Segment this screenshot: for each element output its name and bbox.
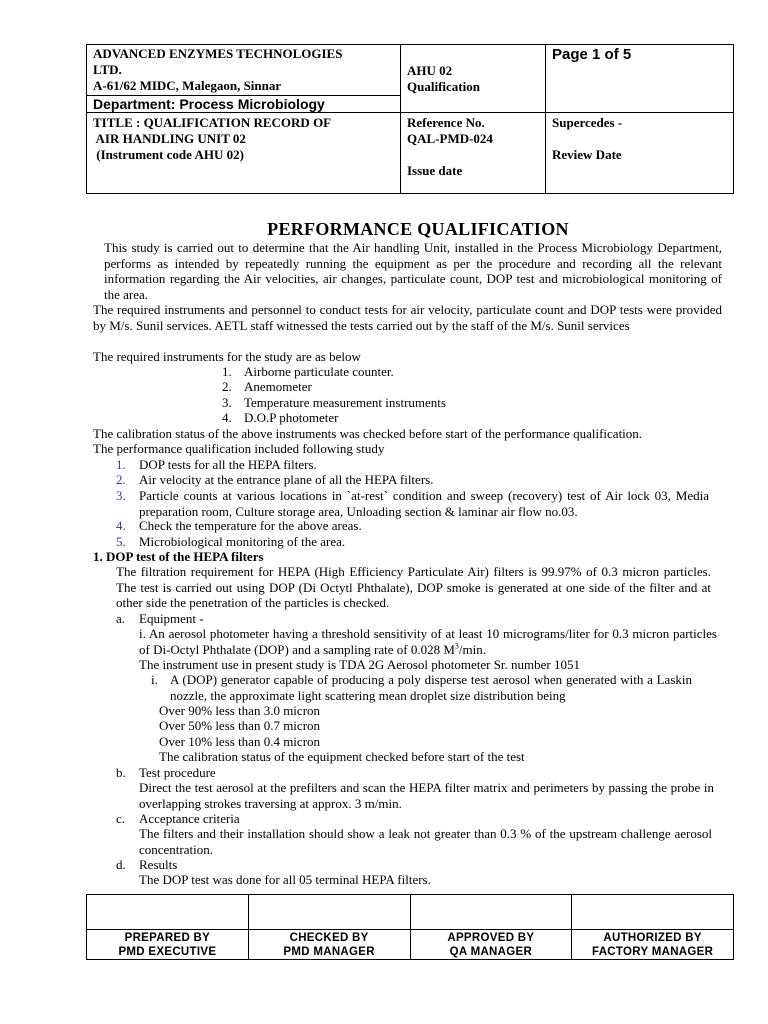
instrument-num: 4.	[222, 410, 232, 425]
checked-by-label: CHECKED BY	[289, 931, 369, 944]
results-text: The DOP test was done for all 05 terminal HEPA filters.	[139, 872, 431, 887]
cubic-superscript: 3	[454, 641, 459, 651]
instrument-item: Airborne particulate counter.	[244, 364, 394, 379]
procedure-text: Direct the test aerosol at the prefilters and scan the HEPA filter matrix and perimeters by passing the probe in overlapping strokes traversing at approx. 3 m/min.	[139, 780, 714, 811]
equipment-item-i	[139, 626, 717, 657]
issue-date-label: Issue date	[407, 163, 463, 178]
signature-table	[86, 894, 734, 960]
study-intro: The performance qualification included following study	[93, 441, 385, 456]
study-num: 2.	[116, 472, 126, 487]
company-address: A-61/62 MIDC, Malegaon, Sinnar	[93, 78, 282, 93]
instrument-num: 2.	[222, 379, 232, 394]
approved-by-label: APPROVED BY	[447, 931, 535, 944]
droplet-size-item: Over 10% less than 0.4 micron	[159, 734, 321, 749]
dop-paragraph: The filtration requirement for HEPA (High Efficiency Particulate Air) filters is 99.97% of 0.3 micron particles. The test is carried out using DOP (Di Octytl Phthalate), DOP smoke is generated at one side of the filter and at other side the penetration of the particles is checked.	[116, 564, 711, 610]
title-line3: (Instrument code AHU 02)	[93, 147, 244, 162]
checked-by-position: PMD MANAGER	[283, 945, 375, 958]
department-label: Department: Process Microbiology	[93, 96, 325, 112]
reference-label: Reference No.	[407, 115, 485, 130]
intro-paragraph: This study is carried out to determine that the Air handling Unit, installed in the Process Microbiology Department, performs as intended by repeatedly running the equipment as per the procedure and recording all the relevant information regarding the Air velocities, air changes, particulate count, DOP test and microbiological monitoring of the area.	[104, 240, 722, 302]
page-number: Page 1 of 5	[552, 46, 632, 63]
instrument-item: Temperature measurement instruments	[244, 395, 446, 410]
instrument-item: Anemometer	[244, 379, 312, 394]
equipment-item-i-text: i. An aerosol photometer having a threshold sensitivity of at least 10 micrograms/liter for 0.3 micron particles of Di-Octyl Phthalate (DOP) and a sampling rate of 0.028 M	[139, 626, 717, 657]
study-item: Microbiological monitoring of the area.	[139, 534, 346, 549]
approved-signature-cell	[410, 895, 572, 930]
approved-by-cell	[410, 930, 572, 960]
section-title: PERFORMANCE QUALIFICATION	[267, 219, 569, 239]
acceptance-label: c.	[116, 811, 126, 826]
personnel-paragraph: The required instruments and personnel to conduct tests for air velocity, particulate count and DOP tests were provided by M/s. Sunil services. AETL staff witnessed the tests carried out by the staff of the M/s. Sunil services	[93, 302, 722, 333]
study-num: 1.	[116, 457, 126, 472]
equipment-title: Equipment -	[139, 611, 204, 626]
instruments-intro: The required instruments for the study are as below	[93, 349, 361, 364]
generator-text: A (DOP) generator capable of producing a poly disperse test aerosol when generated with a Laskin nozzle, the approximate light scattering mean droplet size distribution being	[170, 672, 692, 703]
dop-heading: 1. DOP test of the HEPA filters	[93, 549, 264, 564]
company-name-line1: ADVANCED ENZYMES TECHNOLOGIES	[93, 46, 343, 61]
results-title: Results	[139, 857, 178, 872]
checked-signature-cell	[248, 895, 410, 930]
study-num: 4.	[116, 518, 126, 533]
reference-number: QAL-PMD-024	[407, 131, 493, 146]
company-cell	[87, 45, 401, 113]
study-item: Check the temperature for the above areas.	[139, 518, 362, 533]
acceptance-title: Acceptance criteria	[139, 811, 240, 826]
equipment-item-i-unit: /min.	[458, 641, 486, 657]
checked-by-cell	[248, 930, 410, 960]
instrument-num: 3.	[222, 395, 232, 410]
study-num: 3.	[116, 488, 126, 503]
authorized-by-position: FACTORY MANAGER	[592, 945, 714, 958]
reference-cell	[401, 113, 546, 194]
study-item: DOP tests for all the HEPA filters.	[139, 457, 317, 472]
prepared-by-cell	[87, 930, 249, 960]
prepared-by-position: PMD EXECUTIVE	[118, 945, 217, 958]
instrument-used: The instrument use in present study is TDA 2G Aerosol photometer Sr. number 1051	[139, 657, 580, 672]
droplet-size-item: Over 50% less than 0.7 micron	[159, 718, 321, 733]
document-header-table	[86, 44, 734, 194]
results-label: d.	[116, 857, 126, 872]
equipment-calibration: The calibration status of the equipment checked before start of the test	[159, 749, 525, 764]
supercedes-label: Supercedes -	[552, 115, 623, 130]
study-num: 5.	[116, 534, 126, 549]
instrument-item: D.O.P photometer	[244, 410, 339, 425]
authorized-by-cell	[572, 930, 734, 960]
authorized-signature-cell	[572, 895, 734, 930]
prepared-by-label: PREPARED BY	[124, 931, 211, 944]
approved-by-position: QA MANAGER	[449, 945, 533, 958]
equipment-label: a.	[116, 611, 126, 626]
review-date-label: Review Date	[552, 147, 622, 162]
acceptance-text: The filters and their installation should show a leak not greater than 0.3 % of the upstream challenge aerosol concentration.	[139, 826, 712, 857]
title-line2: AIR HANDLING UNIT 02	[93, 131, 246, 146]
calibration-statement: The calibration status of the above instruments was checked before start of the performance qualification.	[93, 426, 643, 441]
document-code: AHU 02	[407, 63, 453, 78]
generator-num: i.	[151, 672, 158, 687]
procedure-title: Test procedure	[139, 765, 216, 780]
study-item: Particle counts at various locations in `at-rest` condition and sweep (recovery) test of Air lock 03, Media preparation room, Culture storage area, Unloading section & laminar air flow no.03.	[139, 488, 709, 519]
procedure-label: b.	[116, 765, 126, 780]
authorized-by-label: AUTHORIZED BY	[603, 931, 702, 944]
title-line1: TITLE : QUALIFICATION RECORD OF	[93, 115, 332, 130]
document-type: Qualification	[407, 79, 480, 94]
page-number-cell	[546, 45, 734, 113]
instrument-num: 1.	[222, 364, 232, 379]
title-cell	[87, 113, 401, 194]
company-name-line2: LTD.	[93, 62, 122, 77]
prepared-signature-cell	[87, 895, 249, 930]
droplet-size-item: Over 90% less than 3.0 micron	[159, 703, 321, 718]
supercedes-cell	[546, 113, 734, 194]
study-item: Air velocity at the entrance plane of all the HEPA filters.	[139, 472, 434, 487]
document-code-cell	[401, 45, 546, 113]
